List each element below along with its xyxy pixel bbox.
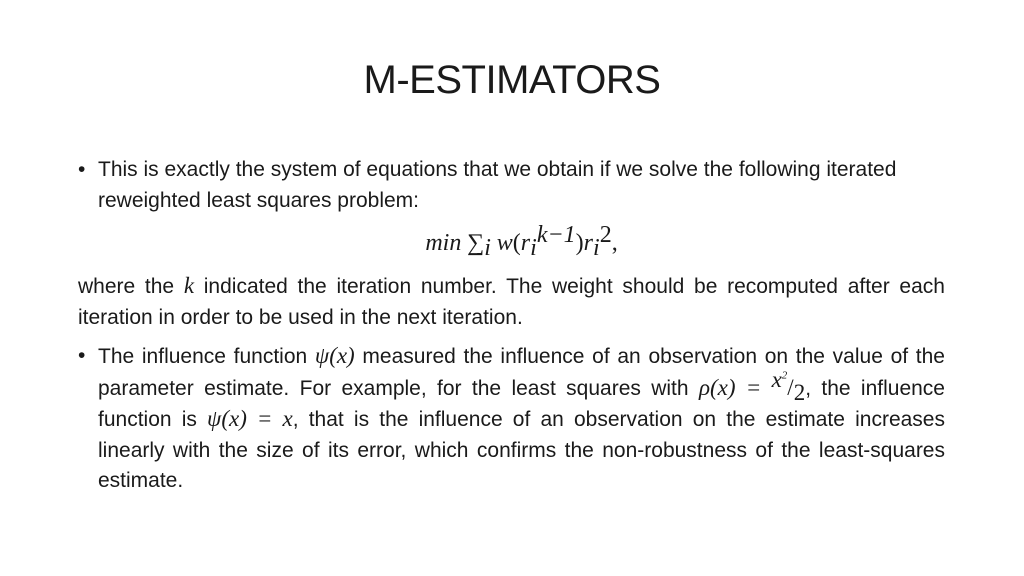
b2-part1: The influence function bbox=[98, 345, 308, 368]
formula-trail: , bbox=[611, 230, 618, 256]
b2-psi: ψ(x) bbox=[314, 343, 355, 368]
where-paragraph bbox=[78, 271, 945, 333]
b2-x2: x2 bbox=[771, 366, 788, 392]
formula-r2: r bbox=[583, 230, 594, 256]
b2-psi2: ψ(x) = x bbox=[207, 406, 293, 431]
b2-part3: , the influence function is bbox=[98, 376, 945, 431]
formula-r1-sup: k−1 bbox=[536, 222, 576, 248]
where-rest: indicated the iteration number. The weight should be recomputed after each iteration in order to be used in the next iteration. bbox=[78, 275, 945, 329]
where-text: where the bbox=[78, 275, 175, 298]
bullet-2 bbox=[78, 341, 945, 497]
b2-rho: ρ(x) = bbox=[698, 374, 772, 400]
b2-part2: measured the influence of an observation on the value of the parameter estimate. For example, for the least squares with bbox=[98, 345, 945, 400]
b2-den: 2 bbox=[793, 379, 806, 405]
b2-x2-sup: 2 bbox=[781, 368, 788, 381]
slide-body bbox=[78, 155, 945, 497]
bullet-1-text: This is exactly the system of equations that we obtain if we solve the following iterated reweighted least squares problem: bbox=[98, 158, 897, 212]
formula-sum-index: i bbox=[484, 235, 491, 262]
irls-formula: $\min \sum_i$ $w(r_i^{k-1})r_i^2$, bbox=[425, 222, 618, 262]
formula-r1: r bbox=[520, 230, 531, 256]
formula-r2-sub: i bbox=[593, 235, 600, 262]
bullet-dot-2: • bbox=[78, 344, 86, 367]
where-k: k bbox=[183, 273, 195, 298]
b2-part4: , that is the influence of an observation on the estimate increases linearly with the size of its error, which confirms the non-robustness of the least-squares estimate. bbox=[98, 408, 945, 492]
formula-w: w bbox=[496, 230, 513, 256]
bullet-1 bbox=[78, 155, 945, 216]
b2-over: / bbox=[787, 374, 794, 400]
bullet-dot: • bbox=[78, 158, 86, 181]
formula-r2-sup: 2 bbox=[599, 222, 612, 248]
formula-min: min bbox=[425, 230, 462, 256]
slide-title: M-ESTIMATORS bbox=[363, 58, 661, 102]
formula-sum: ∑ bbox=[467, 230, 485, 256]
formula-r1-sub: i bbox=[530, 235, 537, 262]
